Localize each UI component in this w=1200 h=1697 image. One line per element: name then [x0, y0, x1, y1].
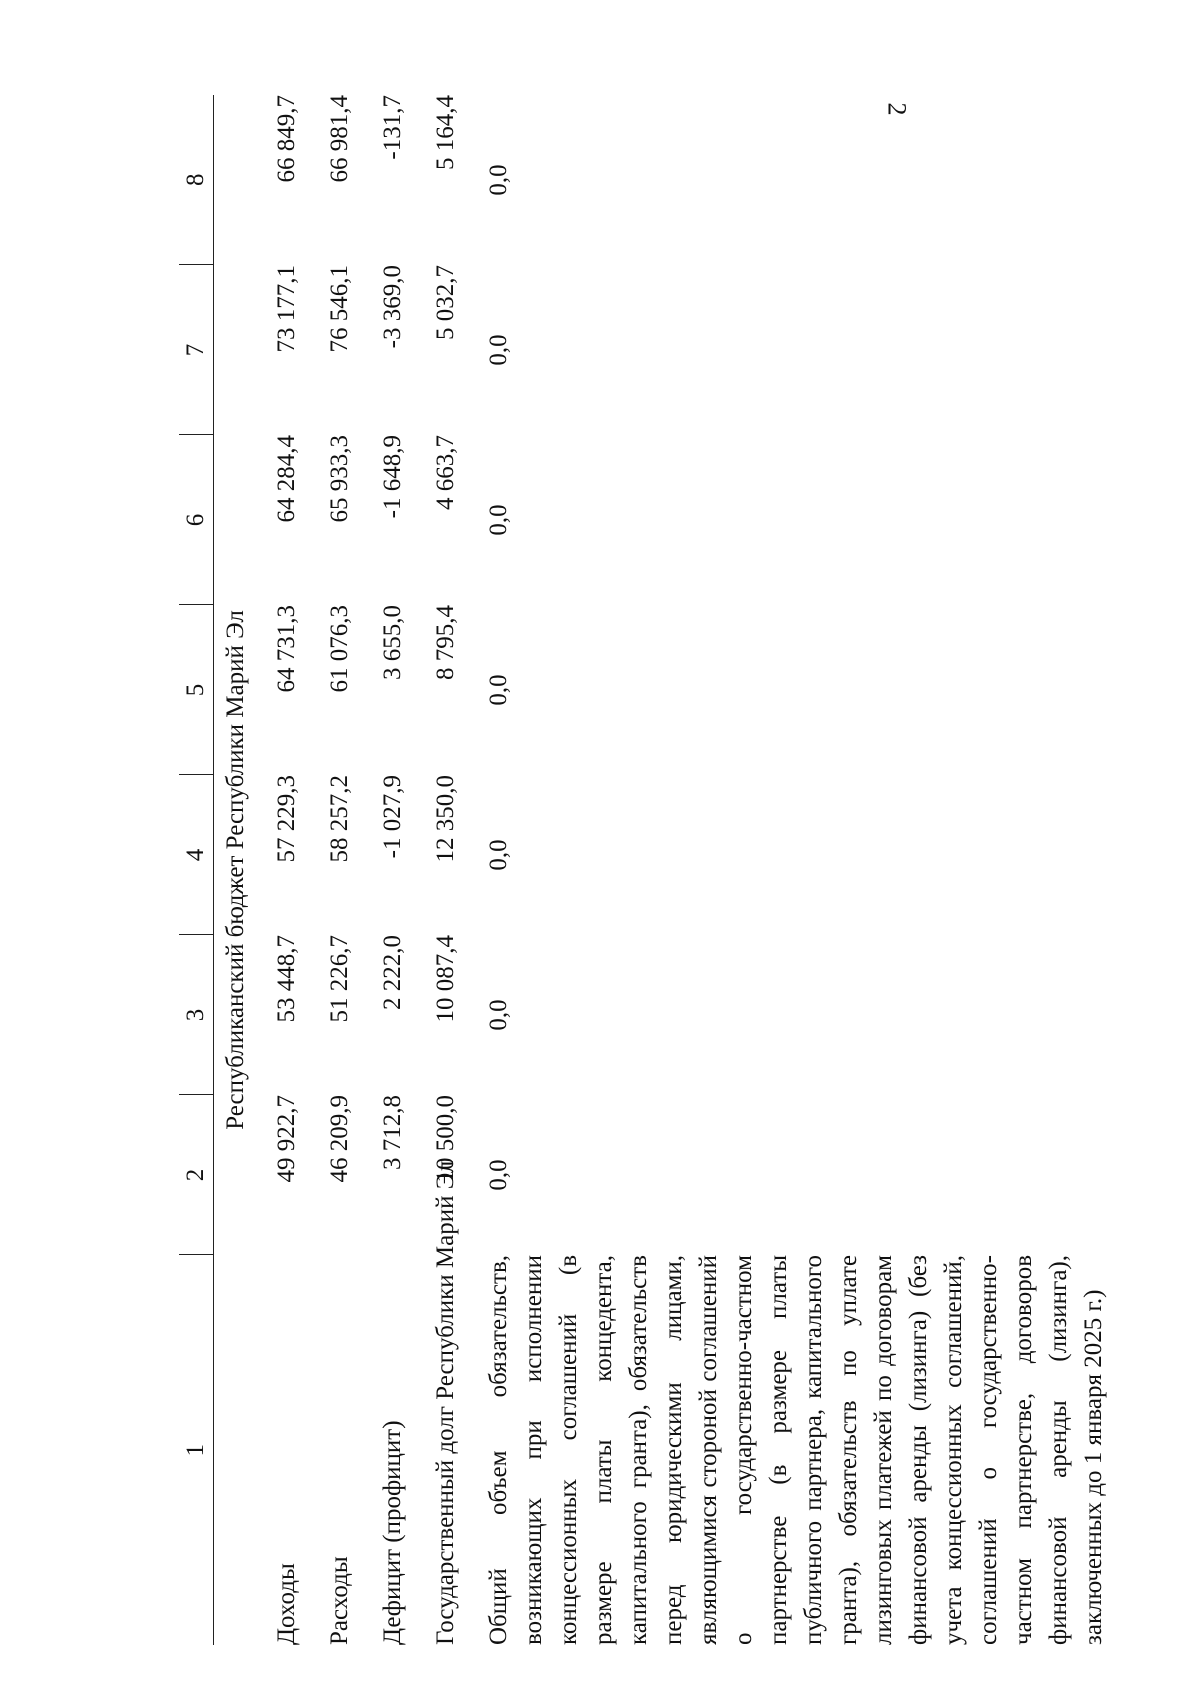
- table-cell: 0,0: [485, 504, 512, 536]
- table-cell: 2 222,0: [379, 935, 406, 1010]
- table-cell: 8 795,4: [432, 605, 459, 680]
- table-cell: 64 284,4: [273, 435, 300, 523]
- column-number: 4: [179, 775, 214, 935]
- rotated-document: [179, 95, 1107, 1645]
- table-cell: 5 164,4: [432, 95, 459, 170]
- table-cell: 76 546,1: [326, 265, 353, 353]
- table-cell: -1 648,9: [379, 435, 406, 519]
- table-cell: 10 087,4: [432, 935, 459, 1023]
- column-number: 2: [179, 1095, 214, 1255]
- table-cell: 12 350,0: [432, 775, 459, 863]
- column-number: 3: [179, 935, 214, 1095]
- table-cell: 58 257,2: [326, 775, 353, 863]
- page-number: 2: [882, 102, 912, 116]
- row-label: Общий объем обязательств, возникающих при исполнении концессионных соглашений (в размере платы концедента, капитального гранта), обязательств перед юридическими лицами, являющимися стороной соглашений о государственно-частном партнерстве (в размере платы публичного партнера, капитального гранта), обязательств по уплате лизинговых платежей по договорам финансовой аренды (лизинга) (без учета концессионных соглашений, соглашений о государственно-частном партнерстве, договоров финансовой аренды (лизинга), заключенных до 1 января 2025 г.): [485, 1255, 1107, 1645]
- table-row: [313, 95, 366, 1645]
- table-cell: 3 655,0: [379, 605, 406, 680]
- table-cell: -3 369,0: [379, 265, 406, 349]
- table-cell: 10 500,0: [432, 1095, 459, 1183]
- table-cell: 0,0: [485, 1159, 512, 1191]
- section-row: [214, 95, 261, 1645]
- table-cell: 61 076,3: [326, 605, 353, 693]
- column-number: 8: [179, 95, 214, 265]
- row-label: Расходы: [326, 1556, 353, 1645]
- table-cell: 53 448,7: [273, 935, 300, 1023]
- table-row: [472, 95, 1120, 1645]
- column-number: 1: [179, 1255, 214, 1645]
- table-cell: 73 177,1: [273, 265, 300, 353]
- table-cell: 66 849,7: [273, 95, 300, 183]
- column-number: 5: [179, 605, 214, 775]
- table-cell: -1 027,9: [379, 775, 406, 859]
- table-cell: 66 981,4: [326, 95, 353, 183]
- table-cell: 64 731,3: [273, 605, 300, 693]
- column-number: 6: [179, 435, 214, 605]
- table-cell: 46 209,9: [326, 1095, 353, 1183]
- budget-table: [179, 95, 1120, 1645]
- table-cell: 57 229,3: [273, 775, 300, 863]
- table-cell: 0,0: [485, 164, 512, 196]
- table-row: [419, 95, 472, 1645]
- column-number-row: [179, 95, 214, 1645]
- table-cell: 0,0: [485, 839, 512, 871]
- table-cell: -131,7: [379, 95, 406, 160]
- table-row: [366, 95, 419, 1645]
- table-cell: 0,0: [485, 999, 512, 1031]
- table-cell: 3 712,8: [379, 1095, 406, 1170]
- table-cell: 4 663,7: [432, 435, 459, 510]
- table-cell: 5 032,7: [432, 265, 459, 340]
- table-cell: 0,0: [485, 334, 512, 366]
- table-cell: 0,0: [485, 674, 512, 706]
- table-row: [260, 95, 313, 1645]
- section-title: Республиканский бюджет Республики Марий Эл: [222, 610, 249, 1130]
- table-cell: 51 226,7: [326, 935, 353, 1023]
- row-label: Государственный долг Республики Марий Эл: [432, 1160, 459, 1645]
- table-cell: 49 922,7: [273, 1095, 300, 1183]
- column-number: 7: [179, 265, 214, 435]
- row-label: Дефицит (профицит): [379, 1420, 406, 1645]
- row-label: Доходы: [273, 1563, 300, 1645]
- table-cell: 65 933,3: [326, 435, 353, 523]
